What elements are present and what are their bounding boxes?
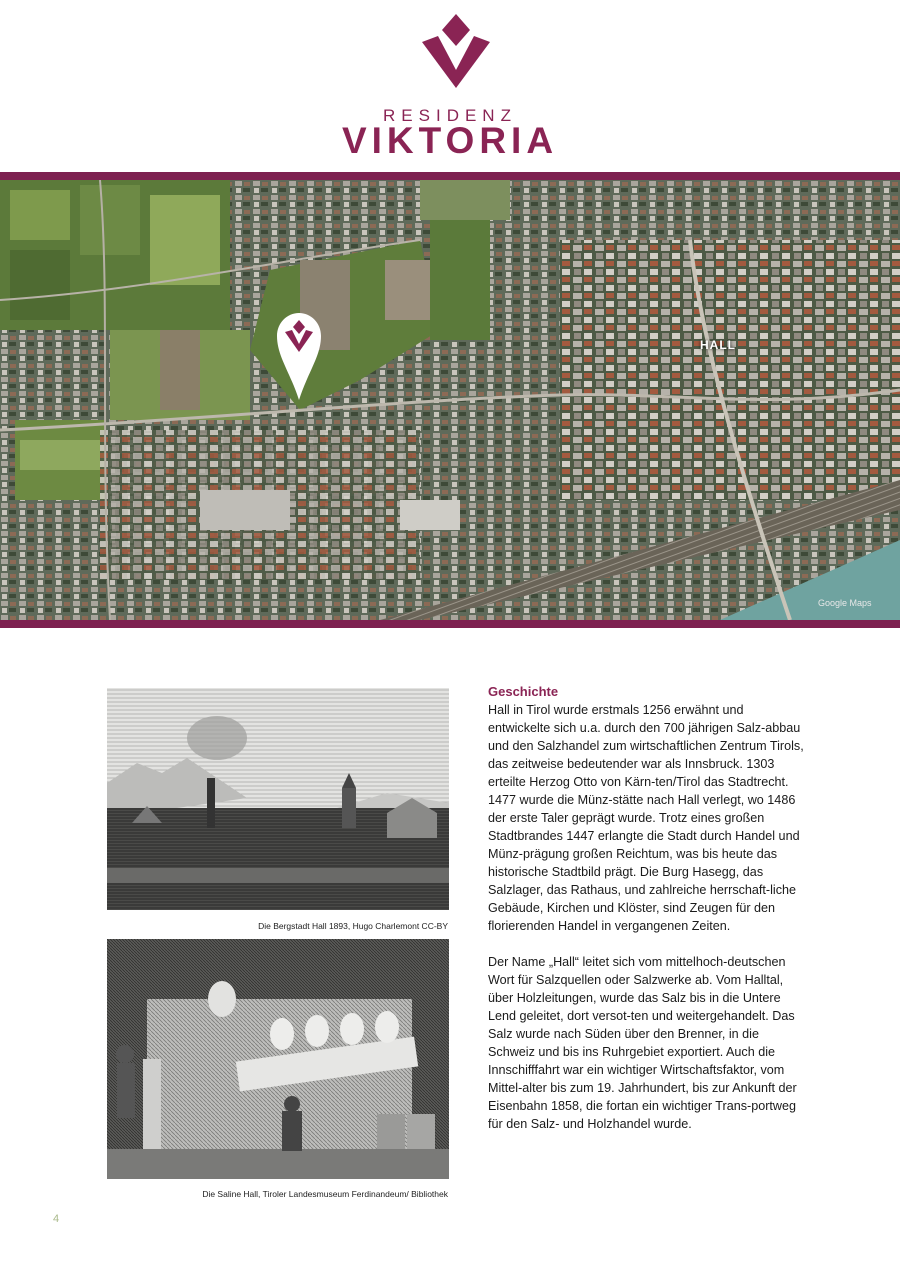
location-pin-icon[interactable] <box>276 312 322 402</box>
aerial-map <box>0 180 900 620</box>
viktoria-logo-icon <box>418 12 494 90</box>
photo2-caption: Die Saline Hall, Tiroler Landesmuseum Ferdinandeum/ Bibliothek <box>202 1189 448 1199</box>
page-number: 4 <box>53 1213 60 1225</box>
history-article <box>488 683 808 1133</box>
map-attribution: Google Maps <box>818 598 872 608</box>
bottom-divider-bar <box>0 620 900 628</box>
brand-top-word: RESIDENZ <box>383 106 517 125</box>
historic-engraving-saline <box>107 939 449 1179</box>
article-heading: Geschichte <box>488 684 559 699</box>
top-divider-bar <box>0 172 900 180</box>
aerial-map-image <box>0 180 900 620</box>
brand-main-word: VIKTORIA <box>341 120 559 161</box>
article-paragraph-2: Der Name „Hall“ leitet sich vom mittelhoch-deutschen Wort für Salzquellen oder Salzwerke ab. Vom Halltal, über Holzleitungen, wurde das Salz bis in die Untere Lend geleitet, dort versot-ten und weitergehandelt. Das Salz wurde nach Süden über den Brenner, in die Schweiz und bis ins Ruhrgebiet exportiert. Auch die Innschifffahrt war ein wichtiger Wirtschaftsfaktor, vom Mittel-alter bis zum 19. Jahrhundert, bis zur Ankunft der Eisenbahn 1858, die fortan ein wichtiger Trans-portweg für den Salz- und Holzhandel wurde. <box>488 955 797 1131</box>
photo1-caption: Die Bergstadt Hall 1893, Hugo Charlemont CC-BY <box>258 921 448 931</box>
historic-engraving-hall <box>107 688 449 910</box>
map-city-label: HALL <box>700 338 736 352</box>
article-paragraph-1: Hall in Tirol wurde erstmals 1256 erwähnt und entwickelte sich u.a. durch den 700 jährigen Salz-abbau und den Salzhandel zum wirtschaftlichen Zentrum Tirols, das zeitweise bedeutender war als Innsbruck. 1303 erteilte Herzog Otto von Kärn-ten/Tirol das Stadtrecht. 1477 wurde die Münz-stätte nach Hall verlegt, wo 1486 der erste Taler geprägt wurde. Trotz eines großen Stadtbrandes 1447 erlangte die Stadt durch Handel und Münz-prägung großen Reichtum, was bis heute das historische Stadtbild prägt. Die Burg Hasegg, das Salzlager, das Rathaus, und zahlreiche herrschaft-liche Gebäude, Kirchen und Klöster, sind Zeugen für den florierenden Handel in vergangenen Zeiten. <box>488 703 804 933</box>
logo <box>0 0 900 170</box>
